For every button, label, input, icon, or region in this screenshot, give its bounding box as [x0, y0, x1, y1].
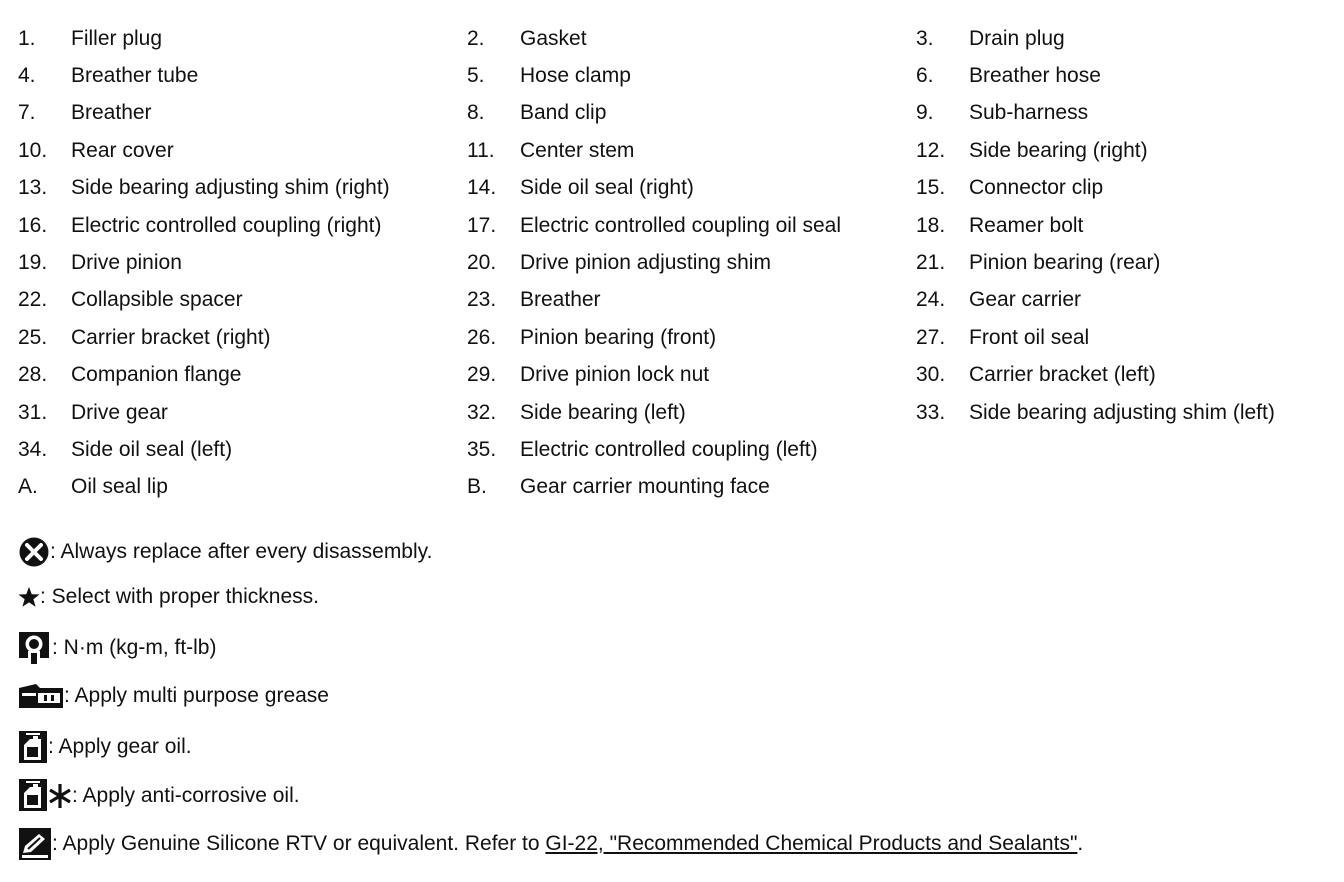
- part-item: [916, 394, 1344, 431]
- part-number: 10.: [18, 138, 48, 162]
- grease-gun-icon: [18, 683, 64, 709]
- part-number: 3.: [916, 26, 934, 50]
- part-name: Electric controlled coupling oil seal: [520, 213, 841, 237]
- part-item: [18, 469, 467, 506]
- part-number: B.: [467, 475, 487, 499]
- part-item: [916, 244, 1344, 281]
- legend-replace-text: : Always replace after every disassembly.: [50, 540, 433, 563]
- part-number: 30.: [916, 363, 946, 387]
- part-name: Drive pinion: [71, 251, 182, 275]
- part-number: 5.: [467, 64, 485, 88]
- legend-select: [18, 582, 319, 612]
- part-item: [467, 244, 916, 281]
- part-name: Side bearing (left): [520, 400, 686, 424]
- legend-gear-oil-text: : Apply gear oil.: [48, 735, 192, 758]
- part-item: [467, 207, 916, 244]
- legend-select-text: : Select with proper thickness.: [40, 585, 319, 608]
- part-name: Front oil seal: [969, 325, 1090, 349]
- part-number: 11.: [467, 138, 495, 162]
- part-item: [467, 170, 916, 207]
- part-item: [18, 431, 467, 468]
- part-number: 21.: [916, 251, 946, 275]
- part-item: [916, 207, 1344, 244]
- part-item: [916, 282, 1344, 319]
- part-item: [18, 207, 467, 244]
- part-item: [467, 469, 916, 506]
- part-name: Side bearing adjusting shim (left): [969, 400, 1275, 424]
- part-item: [467, 394, 916, 431]
- part-name: Drain plug: [969, 26, 1065, 50]
- chemical-products-link[interactable]: GI-22, "Recommended Chemical Products and Sealants": [545, 832, 1078, 855]
- part-item: [916, 319, 1344, 356]
- part-name: Rear cover: [71, 138, 174, 162]
- part-number: 12.: [916, 138, 946, 162]
- part-item: [18, 95, 467, 132]
- part-item: [467, 132, 916, 169]
- part-number: 24.: [916, 288, 946, 312]
- part-number: 29.: [467, 363, 497, 387]
- part-name: Breather: [71, 101, 152, 125]
- part-number: A.: [18, 475, 38, 499]
- part-name: Pinion bearing (rear): [969, 251, 1161, 275]
- part-number: 20.: [467, 251, 497, 275]
- part-number: 34.: [18, 437, 48, 461]
- part-number: 35.: [467, 437, 497, 461]
- part-name: Electric controlled coupling (right): [71, 213, 382, 237]
- part-item: [916, 469, 1344, 506]
- part-name: Side bearing (right): [969, 138, 1148, 162]
- legend-anti-corrosive: [18, 776, 300, 816]
- part-item: [467, 282, 916, 319]
- part-item: [18, 394, 467, 431]
- legend-grease-text: : Apply multi purpose grease: [64, 684, 329, 707]
- oil-can-icon: [18, 730, 48, 764]
- part-name: Gear carrier mounting face: [520, 475, 770, 499]
- part-name: Center stem: [520, 138, 635, 162]
- part-number: 22.: [18, 288, 48, 312]
- part-name: Side oil seal (left): [71, 437, 233, 461]
- legend-silicone: [18, 826, 1083, 862]
- part-number: 16.: [18, 213, 48, 237]
- part-item: [467, 319, 916, 356]
- part-name: Carrier bracket (right): [71, 325, 271, 349]
- part-name: Breather hose: [969, 64, 1101, 88]
- part-item: [916, 20, 1344, 57]
- part-name: Gasket: [520, 26, 587, 50]
- part-number: 31.: [18, 400, 48, 424]
- part-name: Side oil seal (right): [520, 176, 694, 200]
- legend-silicone-text-after: .: [1077, 832, 1084, 855]
- part-name: Filler plug: [71, 26, 163, 50]
- part-item: [18, 57, 467, 94]
- legend-torque-text: : N·m (kg-m, ft-lb): [52, 636, 217, 659]
- part-name: Collapsible spacer: [71, 288, 243, 312]
- part-number: 7.: [18, 101, 36, 125]
- legend-silicone-text-before: : Apply Genuine Silicone RTV or equivalent. Refer to: [52, 832, 546, 855]
- legend-gear-oil: [18, 728, 192, 766]
- part-number: 15.: [916, 176, 946, 200]
- part-name: Carrier bracket (left): [969, 363, 1156, 387]
- part-number: 27.: [916, 325, 946, 349]
- part-name: Drive pinion adjusting shim: [520, 251, 771, 275]
- legend-silicone-text: [52, 832, 1083, 856]
- part-number: 28.: [18, 363, 48, 387]
- part-item: [916, 95, 1344, 132]
- part-item: [467, 431, 916, 468]
- part-name: Companion flange: [71, 363, 242, 387]
- part-item: [916, 132, 1344, 169]
- part-name: Sub-harness: [969, 101, 1089, 125]
- part-name: Gear carrier: [969, 288, 1082, 312]
- part-number: 8.: [467, 101, 485, 125]
- part-item: [18, 319, 467, 356]
- part-name: Oil seal lip: [71, 475, 168, 499]
- part-name: Pinion bearing (front): [520, 325, 717, 349]
- part-number: 19.: [18, 251, 48, 275]
- torque-wrench-icon: [18, 631, 52, 665]
- part-number: 9.: [916, 101, 934, 125]
- part-name: Drive pinion lock nut: [520, 363, 710, 387]
- part-name: Breather: [520, 288, 601, 312]
- part-name: Drive gear: [71, 400, 168, 424]
- part-number: 14.: [467, 176, 497, 200]
- part-number: 17.: [467, 213, 497, 237]
- part-item: [18, 170, 467, 207]
- part-item: [467, 357, 916, 394]
- part-item: [18, 244, 467, 281]
- replace-x-circle-icon: [18, 536, 50, 568]
- star-icon: [18, 586, 40, 608]
- sealant-tube-icon: [18, 827, 52, 861]
- part-item: [18, 357, 467, 394]
- part-name: Hose clamp: [520, 64, 631, 88]
- part-item: [916, 431, 1344, 468]
- part-number: 13.: [18, 176, 48, 200]
- part-item: [916, 170, 1344, 207]
- part-number: 33.: [916, 400, 946, 424]
- legend-replace: [18, 534, 432, 570]
- part-number: 25.: [18, 325, 48, 349]
- part-name: Reamer bolt: [969, 213, 1084, 237]
- legend-torque: [18, 630, 216, 666]
- part-name: Band clip: [520, 101, 607, 125]
- part-number: 23.: [467, 288, 497, 312]
- part-item: [916, 357, 1344, 394]
- part-number: 26.: [467, 325, 497, 349]
- part-item: [18, 282, 467, 319]
- part-name: Electric controlled coupling (left): [520, 437, 818, 461]
- part-item: [916, 57, 1344, 94]
- parts-list: [18, 20, 1344, 506]
- legend-anti-corrosive-text: : Apply anti-corrosive oil.: [72, 784, 300, 807]
- part-number: 4.: [18, 64, 36, 88]
- part-name: Breather tube: [71, 64, 199, 88]
- part-name: Side bearing adjusting shim (right): [71, 176, 390, 200]
- part-item: [18, 132, 467, 169]
- part-number: 32.: [467, 400, 497, 424]
- part-number: 6.: [916, 64, 934, 88]
- part-number: 1.: [18, 26, 36, 50]
- oil-can-asterisk-icon: [18, 778, 72, 814]
- part-number: 2.: [467, 26, 485, 50]
- part-item: [467, 57, 916, 94]
- part-number: 18.: [916, 213, 946, 237]
- part-item: [18, 20, 467, 57]
- part-name: Connector clip: [969, 176, 1104, 200]
- legend-grease: [18, 680, 329, 712]
- part-item: [467, 95, 916, 132]
- part-item: [467, 20, 916, 57]
